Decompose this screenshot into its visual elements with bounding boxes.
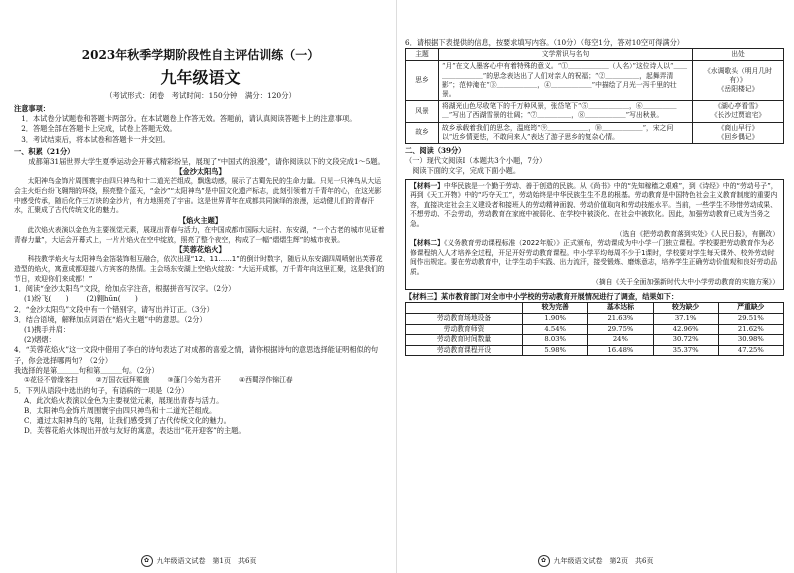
page-1-footer-text: 九年级语文试卷 第1页 共6页 bbox=[156, 557, 257, 565]
question-4-option: ③蓬门今始为君开 bbox=[167, 376, 222, 384]
question-5-option: D．芙蓉花焰火体现出开放与友好的寓意，表达出“花开迎客”的主题。 bbox=[24, 426, 246, 436]
table-source: 《湖心亭看雪》 《长沙过贾谊宅》 bbox=[693, 101, 784, 122]
table-header: 主题 bbox=[406, 49, 439, 61]
table-header: 文学常识与名句 bbox=[439, 49, 693, 61]
subsection-instruction: 阅读下面的文字，完成下面小题。 bbox=[412, 166, 521, 176]
survey-cell: 劳动教育场地设备 bbox=[406, 313, 523, 324]
question-4: 4．“芙蓉花焰火”这一文段中借用了李白的诗句表达了对成都的喜爱之情，请你根据诗句的意思选择能证明相似的句子，你会选择哪两句？（2分） bbox=[14, 345, 379, 365]
passage-2-text: 此次焰火表演以金色为主要视觉元素，展现出青春与活力，在中国成都市国际大运村、东安湖，“一个古老的城市见证着青春力量”，大运会开幕式上，一片片焰火在空中绽放，照亮了整个夜空，构成了一幅“熠熠生辉”的城市夜景。 bbox=[14, 226, 385, 244]
school-logo-icon: ✿ bbox=[538, 555, 550, 567]
question-5-option: C．通过太阳神鸟的飞翔，让我们感受到了古代传统文化的魅力。 bbox=[24, 416, 231, 426]
page-1-footer bbox=[0, 555, 397, 567]
question-5-option: A．此次焰火表演以金色为主要视觉元素，展现出青春与活力。 bbox=[24, 395, 224, 405]
question-3-item: (2)熠熠： bbox=[24, 335, 56, 345]
table-content: 将湖光山色尽收笔下的千万种风景，张岱笔下“⑤＿＿＿＿＿＿，⑥＿＿＿＿＿＿”写出了西湖雪景的壮阔；“⑦＿＿＿＿＿，⑧＿＿＿＿＿＿”写出秋景。 bbox=[439, 101, 693, 122]
material-1-title: 【材料一】 bbox=[410, 181, 444, 190]
notice-heading: 注意事项： bbox=[14, 104, 50, 113]
survey-cell: 21.63% bbox=[588, 313, 653, 324]
table-theme: 故乡 bbox=[406, 122, 439, 143]
survey-cell: 37.1% bbox=[653, 313, 718, 324]
survey-table bbox=[405, 302, 784, 356]
page-2-footer bbox=[397, 555, 794, 567]
survey-cell: 5.98% bbox=[523, 345, 588, 356]
section-1-heading: 一、积累（21分） bbox=[14, 146, 75, 156]
survey-cell: 30.98% bbox=[718, 335, 783, 346]
question-4-option: ②万国衣冠拜冕旒 bbox=[95, 376, 150, 384]
table-source: 《商山早行》 《回乡偶记》 bbox=[693, 122, 784, 143]
material-2-source: （摘自《关于全面加强新时代大中小学劳动教育的实施方案》） bbox=[592, 277, 779, 286]
question-1-items bbox=[14, 294, 387, 304]
question-1-item: (2)翱hūn( ) bbox=[86, 294, 138, 304]
page-2-footer-text: 九年级语文试卷 第2页 共6页 bbox=[553, 557, 654, 565]
question-4-option: ①花径不曾缘客扫 bbox=[24, 376, 78, 384]
table-theme: 思乡 bbox=[406, 61, 439, 101]
exam-title: 2023年秋季学期阶段性自主评估训练（一） bbox=[81, 48, 320, 62]
material-3-title: 【材料三】某市教育部门对全市中小学校的劳动教育开展情况进行了调查，结果如下： bbox=[405, 292, 679, 302]
page-2 bbox=[397, 0, 794, 573]
material-1-source: （选自《把劳动教育落到实处》《人民日报》，有删改） bbox=[615, 229, 779, 238]
survey-header: 较为完善 bbox=[523, 303, 588, 314]
survey-cell: 29.75% bbox=[588, 324, 653, 335]
table-theme: 风景 bbox=[406, 101, 439, 122]
material-2 bbox=[410, 239, 779, 277]
table-row bbox=[406, 324, 784, 335]
table-source: 《水调歌头（明月几时有）》 《岳阳楼记》 bbox=[693, 61, 784, 101]
question-5-option: B．太阳神鸟金饰片周围寰宇由四只神鸟和十二道光芒组成。 bbox=[24, 406, 217, 415]
table-row bbox=[406, 61, 784, 101]
table-header: 出处 bbox=[693, 49, 784, 61]
table-row bbox=[406, 122, 784, 143]
literature-table bbox=[405, 48, 784, 144]
survey-cell: 8.03% bbox=[523, 335, 588, 346]
survey-cell: 29.51% bbox=[718, 313, 783, 324]
passage-3-text: 科技教学焰火与太阳神鸟金箔装饰相互融合，依次出现“12、11……1”的倒计时数字，随后从东安湖四周喷射出芙蓉花造型的焰火，寓意成都迎接八方宾客的热情。主会场东安湖上空焰火绽放：“大运开成都，万千青年向这里汇聚，这是我们的节日，欢迎你们来成都！” bbox=[14, 255, 385, 283]
question-4-option: ④西蜀浮作锦江春 bbox=[239, 376, 293, 384]
survey-cell: 21.62% bbox=[718, 324, 783, 335]
material-1 bbox=[410, 182, 779, 230]
question-4-answer: 我选择的是第＿＿＿句和第＿＿＿句。（2分） bbox=[14, 365, 159, 375]
table-row bbox=[406, 101, 784, 122]
material-box bbox=[405, 179, 784, 291]
passage-3-title: 【芙蓉花焰火】 bbox=[175, 245, 226, 255]
subsection-heading: （一）现代文阅读Ⅰ（本题共3个小题，7分） bbox=[405, 156, 547, 166]
school-logo-icon: ✿ bbox=[141, 555, 153, 567]
survey-cell: 劳动教育时间数量 bbox=[406, 335, 523, 346]
section-2-heading: 二、阅读（39分） bbox=[405, 146, 466, 156]
question-6: 6．请根据下表提供的信息，按要求填写内容。（10分）（每空1分，答对10空可得满分） bbox=[405, 38, 684, 47]
material-2-text: 《义务教育劳动课程标准（2022年版）》正式颁布，劳动课成为中小学一门独立课程。学校要把劳动教育作为必修课程纳入人才培养全过程，开足开好劳动教育课程。中小学平均每周不少于1课时，学校要对学生每天课外、校外劳动时间作出规定。要在劳动教育中，让学生动手实践、出力流汗，接受锻炼、磨炼意志，培养学生正确劳动价值观和良好劳动品质。 bbox=[410, 239, 778, 276]
survey-cell: 42.96% bbox=[653, 324, 718, 335]
question-1: 1．阅读“金沙太阳鸟”文段，给加点字注音，根据拼音写汉字。（2分） bbox=[14, 284, 236, 294]
table-content: 故乡承载着我们的思念，温庭筠“⑨＿＿＿＿＿＿，⑩＿＿＿＿＿＿”，宋之问以“近乡情更怯，不敢问来人”表达了游子思乡的复杂心情。 bbox=[439, 122, 693, 143]
question-5: 5．下列从语段中选出的句子，有语病的一项是（2分） bbox=[14, 385, 189, 395]
passage-1-title: 【金沙太阳鸟】 bbox=[175, 167, 226, 177]
survey-header-row bbox=[406, 303, 784, 314]
notice-3: 3．考试结束后，将本试卷和答题卡一并交回。 bbox=[21, 134, 170, 144]
survey-cell: 47.25% bbox=[718, 345, 783, 356]
section-1-intro: 成都第31届世界大学生夏季运动会开幕式精彩纷呈，展现了“中国式的浪漫”，请你阅读以下的文段完成1～5题。 bbox=[28, 157, 385, 167]
survey-cell: 1.90% bbox=[523, 313, 588, 324]
survey-header: 较为缺少 bbox=[653, 303, 718, 314]
table-row bbox=[406, 335, 784, 346]
survey-cell: 劳动教育师资 bbox=[406, 324, 523, 335]
question-3: 3．结合语境，解释加点词语在“焰火主题”中的意思。（2分） bbox=[14, 314, 207, 324]
subject-title: 九年级语文 bbox=[160, 68, 241, 87]
survey-header bbox=[406, 303, 523, 314]
survey-header: 严重缺少 bbox=[718, 303, 783, 314]
survey-header: 基本达标 bbox=[588, 303, 653, 314]
table-row bbox=[406, 313, 784, 324]
material-2-title: 【材料二】 bbox=[410, 239, 444, 248]
question-2: 2．“金沙太阳鸟”文段中有一个错别字，请写出并订正。（3分） bbox=[14, 304, 214, 314]
exam-meta: （考试形式：闭卷 考试时间：150分钟 满分：120分） bbox=[105, 91, 296, 100]
question-1-item: (1)纷飞( ) bbox=[24, 294, 69, 304]
survey-cell: 35.37% bbox=[653, 345, 718, 356]
survey-cell: 24% bbox=[588, 335, 653, 346]
question-3-item: (1)携手并肩： bbox=[24, 324, 71, 334]
passage-2-title: 【焰火主题】 bbox=[178, 215, 223, 225]
table-content: “月”在文人墨客心中有着特殊的意义。“①＿＿＿＿＿＿（人名）”这位诗人以“＿＿＿＿＿＿＿＿”的思念表达出了人们对亲人的祝福；“②＿＿＿＿＿，起舞弄清影”；范仲淹在“③＿＿＿＿＿＿，④＿＿＿＿＿＿”中描绘了月光一泻千里的壮景。 bbox=[439, 61, 693, 101]
notice-1: 1．本试卷分试题卷和答题卡两部分。在本试题卷上作答无效。答题前，请认真阅读答题卡上的注意事项。 bbox=[21, 114, 357, 124]
notice-2: 2．答题全部在答题卡上完成，试卷上答题无效。 bbox=[21, 124, 177, 134]
material-1-text: 中华民族是一个勤于劳动、善于创造的民族。从《尚书》中的“先知稼穑之艰难”，到《诗经》中的“劳动号子”，再到《天工开物》中的“巧夺天工”，劳动始终是中华民族生生不息的根基。劳动教育是中国特色社会主义教育制度的重要内容，直接决定社会主义建设者和接班人的劳动精神面貌、劳动价值取向和劳动技能水平。当前，一些学生不珍惜劳动成果、不想劳动、不会劳动，劳动教育在家庭中被弱化、在学校中被淡化、在社会中被软化。因此，加强劳动教育已成为当务之急。 bbox=[410, 181, 778, 229]
table-header-row bbox=[406, 49, 784, 61]
passage-1-text: 太阳神鸟金饰片周围寰宇由四只神鸟和十二道光芒组成，飘逸动感，展示了古蜀先民的生命力量。只见一只神鸟从大运会主火炬台纷飞翱翔的环绕，照亮整个蓝天，“金沙”“太阳神鸟”是中国文化遗产标志，此刻引领着万千青年的心，在这光影中感受传承，随后化作三万块的金沙片，有力地照亮了宇宙。这是世界青年在成都共同演绎的浪漫，运动健儿们的青春汗水，汇聚成了古代传统文化的魅力。 bbox=[14, 177, 382, 215]
table-row bbox=[406, 345, 784, 356]
survey-cell: 4.54% bbox=[523, 324, 588, 335]
question-4-options bbox=[14, 376, 387, 386]
survey-cell: 劳动教育课程开设 bbox=[406, 345, 523, 356]
survey-cell: 30.72% bbox=[653, 335, 718, 346]
survey-cell: 16.48% bbox=[588, 345, 653, 356]
